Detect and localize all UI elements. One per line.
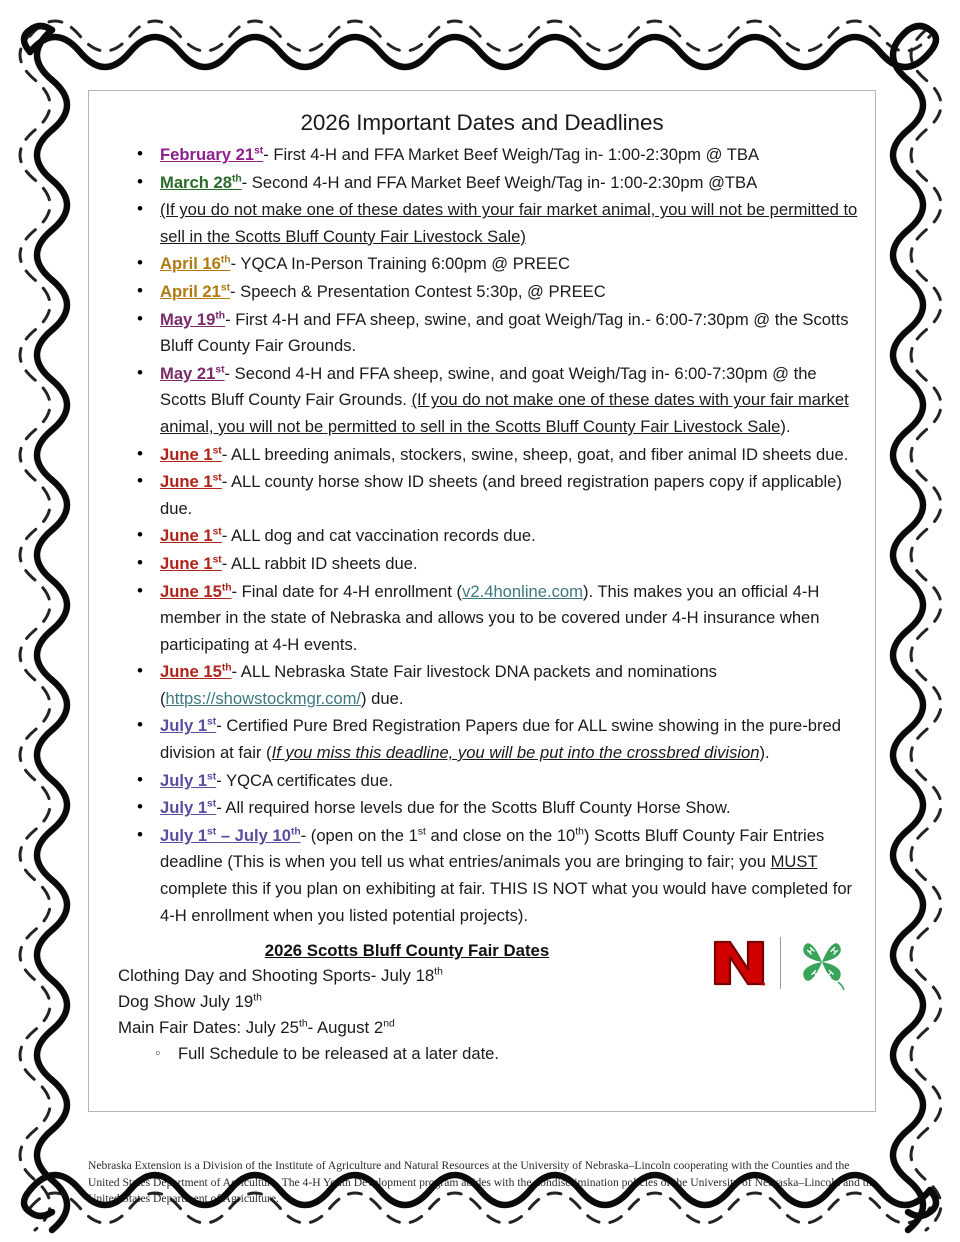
extension-footer-disclaimer: Nebraska Extension is a Division of the Institute of Agriculture and Natural Resources at the University of Nebraska–Lincoln cooperating with the Counties and the United States Department of Agriculture. The 4-H Youth Development program abides with the nondiscrimination policies of the University of Nebraska–Lincoln and the United States Department of Agriculture. (88, 1159, 877, 1205)
deadline-item (103, 170, 861, 197)
deadline-date: March 28th (160, 172, 242, 192)
deadline-item (103, 279, 861, 306)
deadline-date: February 21st (160, 145, 264, 164)
deadline-item (103, 659, 861, 712)
deadline-date: April 21st (160, 281, 231, 301)
deadline-text: - Final date for 4-H enrollment ( (231, 581, 463, 601)
fair-dates-sub-item: ◦ Full Schedule to be released at a later date. (103, 1041, 861, 1067)
deadline-date: April 16th (160, 254, 231, 274)
deadline-tail: ). (759, 743, 770, 763)
deadline-text: - YQCA certificates due. (216, 770, 393, 790)
deadline-item (103, 251, 861, 278)
deadline-item (103, 469, 861, 522)
deadline-underlined-note: (If you do not make one of these dates with your fair market animal, you will not be permitted to sell in the Scotts Bluff County Fair Livestock Sale) (160, 200, 858, 246)
deadline-item (103, 197, 861, 250)
deadline-text: - Second 4-H and FFA Market Beef Weigh/Tag in- 1:00-2:30pm @TBA (241, 172, 758, 192)
deadline-date: July 1st – July 10th (160, 825, 301, 845)
document-content-box (88, 90, 876, 1112)
deadline-item (103, 523, 861, 550)
deadline-item (103, 551, 861, 578)
deadline-date: June 15th (160, 662, 232, 682)
deadline-text: - YQCA In-Person Training 6:00pm @ PREEC (230, 254, 570, 274)
fair-dates-heading: 2026 Scotts Bluff County Fair Dates (264, 941, 550, 961)
deadline-item (103, 142, 861, 169)
deadline-item (103, 361, 861, 441)
deadline-date: July 1st (160, 798, 217, 818)
deadline-date: June 1st (160, 444, 222, 464)
deadline-text: - Certified Pure Bred Registration Papers due for ALL swine showing in the pure-bred division at fair ( (160, 716, 841, 763)
deadline-text: - First 4-H and FFA Market Beef Weigh/Tag in- 1:00-2:30pm @ TBA (263, 145, 760, 164)
deadline-italic-note: If you miss this deadline, you will be put into the crossbred division (271, 743, 760, 763)
deadline-date: May 21st (160, 363, 225, 383)
deadline-text: - First 4-H and FFA sheep, swine, and goat Weigh/Tag in.- 6:00-7:30pm @ the Scotts Bluff County Fair Grounds. (160, 309, 849, 356)
deadline-date: July 1st (160, 716, 217, 736)
deadline-date: May 19th (160, 309, 226, 329)
deadline-date: July 1st (160, 770, 217, 790)
deadlines-list (103, 142, 861, 929)
deadline-date: June 1st (160, 472, 222, 492)
deadline-item (103, 579, 861, 659)
deadline-link[interactable]: https://showstockmgr.com/ (165, 688, 362, 708)
deadline-item (103, 713, 861, 766)
deadline-item (103, 442, 861, 469)
deadline-underlined-note: (If you do not make one of these dates with your fair market animal, you will not be permitted to sell in the Scotts Bluff County Fair Livestock Sale (160, 390, 849, 436)
four-h-clover-logo (791, 935, 853, 991)
deadline-text: - Speech & Presentation Contest 5:30p, @ PREEC (230, 281, 606, 301)
deadline-item (103, 307, 861, 360)
deadline-tail: ). (780, 416, 791, 436)
fair-date-line: Dog Show July 19th (118, 992, 262, 1012)
deadline-date: June 1st (160, 526, 222, 546)
deadline-text: - (open on the 1st and close on the 10th) Scotts Bluff County Fair Entries deadline (This is when you tell us what entries/animals you are bringing to fair; you MUST complete this if you plan on exhibiting at fair. THIS IS NOT what you would have completed for 4-H enrollment when you listed potential projects). (160, 825, 853, 925)
logo-divider (780, 937, 781, 989)
deadline-text: - ALL rabbit ID sheets due. (221, 553, 418, 573)
fair-dates-section (103, 941, 861, 1067)
deadline-text: - ALL dog and cat vaccination records due. (221, 526, 536, 546)
deadline-item (103, 823, 861, 929)
deadline-text: - All required horse levels due for the Scotts Bluff County Horse Show. (216, 798, 731, 818)
deadline-item (103, 768, 861, 795)
deadline-date: June 1st (160, 553, 222, 573)
svg-text:H: H (809, 968, 821, 980)
deadline-link[interactable]: v2.4honline.com (462, 581, 583, 601)
nebraska-n-logo (708, 935, 770, 991)
fair-date-line: Clothing Day and Shooting Sports- July 18th (118, 966, 443, 986)
fair-date-line: Main Fair Dates: July 25th- August 2nd (118, 1018, 395, 1038)
logo-group (708, 935, 853, 991)
svg-text:H: H (805, 945, 817, 957)
deadline-text-cont: ). This makes you an official 4-H member in the state of Nebraska and allows you to be covered under 4-H insurance when participating at 4-H events. (160, 581, 820, 654)
page-title: 2026 Important Dates and Deadlines (300, 110, 664, 135)
svg-text:H: H (824, 968, 836, 980)
deadline-text: - ALL Nebraska State Fair livestock DNA packets and nominations ( (160, 662, 717, 708)
deadline-text: - Second 4-H and FFA sheep, swine, and goat Weigh/Tag in- 6:00-7:30pm @ the Scotts Bluff County Fair Grounds. (160, 363, 817, 410)
deadline-item (103, 795, 861, 822)
svg-text:H: H (828, 945, 840, 957)
deadline-date: June 15th (160, 581, 232, 601)
deadline-text: - ALL breeding animals, stockers, swine, sheep, goat, and fiber animal ID sheets due. (221, 444, 849, 464)
deadline-text-cont: ) due. (361, 688, 404, 708)
deadline-text: - ALL county horse show ID sheets (and breed registration papers copy if applicable) due. (160, 472, 842, 518)
